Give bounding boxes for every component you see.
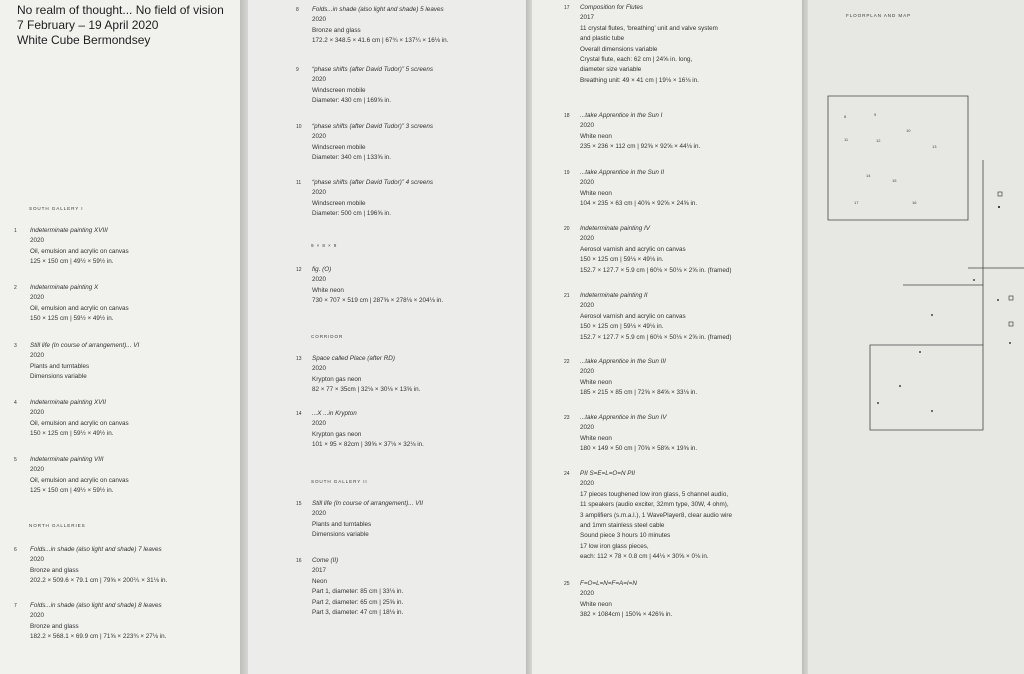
work-detail: 17 pieces toughened low iron glass, 5 channel audio, xyxy=(580,490,729,498)
work-title: Indeterminate painting XVII xyxy=(30,399,106,406)
work-entry xyxy=(296,409,424,451)
work-title: Folds...in shade (also light and shade) 8 leaves xyxy=(30,602,162,609)
work-number: 22 xyxy=(564,359,570,365)
work-title: Composition for Flutes xyxy=(580,4,643,11)
work-number: 13 xyxy=(296,356,302,362)
work-detail: 125 × 150 cm | 49½ × 59½ in. xyxy=(30,258,114,266)
exhibition-header xyxy=(17,3,224,48)
work-entry xyxy=(564,3,718,86)
work-detail: 152.7 × 127.7 × 5.9 cm | 60⅛ × 50⅛ × 2⅝ in. (framed) xyxy=(580,266,732,274)
work-title: PII S=E=L=O=N PII xyxy=(580,470,635,477)
work-entry xyxy=(564,579,673,621)
work-year: 2020 xyxy=(312,510,327,518)
work-title: ...take Apprentice in the Sun IV xyxy=(580,414,667,421)
work-number: 17 xyxy=(564,5,570,11)
work-title: Space called Place (after RD) xyxy=(312,355,395,362)
section-south-gallery-1: SOUTH GALLERY I xyxy=(29,206,84,211)
work-detail: 125 × 150 cm | 49½ × 59½ in. xyxy=(30,487,114,495)
work-detail: 150 × 125 cm | 59⅛ × 49⅛ in. xyxy=(580,256,664,264)
work-detail: 104 × 235 × 63 cm | 40⅝ × 92⅝ × 24⅝ in. xyxy=(580,200,698,208)
map-marker xyxy=(877,402,879,404)
work-title: Indeterminate painting XVIII xyxy=(30,227,108,234)
work-detail: and plastic tube xyxy=(580,35,625,43)
work-year: 2020 xyxy=(312,276,327,284)
work-number: 8 xyxy=(296,7,299,13)
work-title: Folds...in shade (also light and shade) 5 leaves xyxy=(312,6,444,13)
work-detail: 182.2 × 568.1 × 69.9 cm | 71⅝ × 223¾ × 27⅛ in. xyxy=(30,633,167,641)
work-year: 2020 xyxy=(580,368,595,376)
work-title: Indeterminate painting II xyxy=(580,292,648,299)
work-title: ...take Apprentice in the Sun III xyxy=(580,358,666,365)
work-detail: Diameter: 430 cm | 169⅝ in. xyxy=(312,97,391,105)
exhibition-dates: 7 February – 19 April 2020 xyxy=(17,18,159,32)
work-title: Folds...in shade (also light and shade) 7 leaves xyxy=(30,546,162,553)
work-year: 2020 xyxy=(30,237,45,245)
work-detail: and 1mm stainless steel cable xyxy=(580,522,665,530)
work-detail: Part 3, diameter: 47 cm | 18⅛ in. xyxy=(312,609,404,617)
work-detail: 17 low iron glass pieces, xyxy=(580,542,649,550)
panel-4-floorplan xyxy=(808,0,1024,674)
work-detail: Bronze and glass xyxy=(30,566,79,574)
panel-3 xyxy=(532,0,802,674)
work-detail: Part 1, diameter: 85 cm | 33⅛ in. xyxy=(312,588,404,596)
work-detail: Windscreen mobile xyxy=(312,199,366,207)
work-entry xyxy=(564,357,698,399)
floorplan-map xyxy=(808,0,1024,674)
section-9x8x9: 9 × 8 × 9 xyxy=(311,243,338,248)
work-title: fig. (O) xyxy=(312,266,332,273)
work-detail: Diameter: 500 cm | 196⅝ in. xyxy=(312,210,391,218)
work-number: 23 xyxy=(564,415,570,421)
work-year: 2020 xyxy=(30,409,45,417)
map-label: 14 xyxy=(866,173,871,178)
work-title: Come (II) xyxy=(312,557,339,564)
work-detail: White neon xyxy=(580,600,612,608)
work-detail: 180 × 149 × 50 cm | 70⅝ × 58⅝ × 19⅝ in. xyxy=(580,445,698,453)
work-title: F=O=L=N=F=A=I=N xyxy=(580,580,637,587)
work-number: 20 xyxy=(564,226,570,232)
work-detail: Bronze and glass xyxy=(312,26,361,34)
work-entry xyxy=(296,354,421,396)
work-detail: 152.7 × 127.7 × 5.9 cm | 60⅛ × 50⅛ × 2⅝ in. (framed) xyxy=(580,333,732,341)
work-entry xyxy=(14,341,140,383)
work-detail: Oil, emulsion and acrylic on canvas xyxy=(30,476,129,484)
work-detail: Bronze and glass xyxy=(30,622,79,630)
work-number: 5 xyxy=(14,457,17,463)
work-detail: 82 × 77 × 35cm | 32⅛ × 30⅛ × 13⅝ in. xyxy=(312,386,421,394)
work-year: 2020 xyxy=(30,556,45,564)
work-number: 19 xyxy=(564,170,570,176)
map-wall-lower-room xyxy=(870,345,983,430)
work-title: Indeterminate painting X xyxy=(30,284,99,291)
work-entry xyxy=(14,601,167,643)
work-detail: White neon xyxy=(312,286,344,294)
fold-shadow xyxy=(240,0,248,674)
work-title: “phase shifts (after David Tudor)” 3 screens xyxy=(312,123,433,130)
work-entry xyxy=(296,556,404,618)
work-detail: 11 speakers (audio exciter, 32mm type, 30W, 4 ohm), xyxy=(580,501,729,509)
work-year: 2020 xyxy=(580,480,595,488)
work-detail: 11 crystal flutes, ‘breathing’ unit and valve system xyxy=(580,24,718,32)
work-number: 14 xyxy=(296,411,302,417)
work-detail: Windscreen mobile xyxy=(312,143,366,151)
work-number: 16 xyxy=(296,558,302,564)
work-title: ...take Apprentice in the Sun II xyxy=(580,169,665,176)
work-year: 2020 xyxy=(312,420,327,428)
work-year: 2020 xyxy=(312,76,327,84)
work-entry xyxy=(14,283,129,325)
work-entry xyxy=(564,291,732,343)
map-label: 10 xyxy=(906,128,911,133)
work-number: 24 xyxy=(564,471,570,477)
work-detail: Overall dimensions variable xyxy=(580,45,658,53)
work-entry xyxy=(564,224,732,276)
work-entry xyxy=(296,5,449,47)
work-detail: Dimensions variable xyxy=(30,373,87,381)
map-label: 8 xyxy=(844,114,847,119)
map-wall-corridor xyxy=(903,285,983,345)
work-detail: 730 × 707 × 519 cm | 287⅝ × 278⅛ × 204⅛ in. xyxy=(312,297,444,305)
work-year: 2020 xyxy=(30,466,45,474)
work-entry xyxy=(296,122,433,164)
map-marker xyxy=(998,192,1002,196)
work-detail: each: 112 × 78 × 0.8 cm | 44⅛ × 30⅝ × 0⅛ in. xyxy=(580,553,709,561)
work-year: 2020 xyxy=(30,294,45,302)
work-entry xyxy=(14,455,129,497)
work-detail: Oil, emulsion and acrylic on canvas xyxy=(30,304,129,312)
section-north-galleries: NORTH GALLERIES xyxy=(29,523,86,528)
map-marker xyxy=(919,351,921,353)
work-detail: 150 × 125 cm | 59⅛ × 49⅛ in. xyxy=(580,323,664,331)
work-number: 2 xyxy=(14,285,17,291)
work-title: ...X ...in Krypton xyxy=(312,410,357,417)
work-detail: Diameter: 340 cm | 133⅝ in. xyxy=(312,154,391,162)
work-detail: Krypton gas neon xyxy=(312,430,362,438)
work-year: 2020 xyxy=(580,302,595,310)
work-year: 2020 xyxy=(580,179,595,187)
work-detail: White neon xyxy=(580,132,612,140)
map-label: 16 xyxy=(912,200,917,205)
work-title: ...take Apprentice in the Sun I xyxy=(580,112,663,119)
work-title: Indeterminate painting IV xyxy=(580,225,651,232)
work-detail: Breathing unit: 49 × 41 cm | 19⅛ × 16⅛ in. xyxy=(580,76,699,84)
work-title: Indeterminate painting VIII xyxy=(30,456,104,463)
work-number: 9 xyxy=(296,67,299,73)
work-number: 10 xyxy=(296,124,302,130)
work-number: 12 xyxy=(296,267,302,273)
panel-2 xyxy=(248,0,526,674)
work-year: 2020 xyxy=(312,133,327,141)
work-number: 4 xyxy=(14,400,17,406)
work-number: 25 xyxy=(564,581,570,587)
work-year: 2020 xyxy=(312,189,327,197)
map-marker xyxy=(998,206,1000,208)
map-marker xyxy=(1009,296,1013,300)
work-detail: 150 × 125 cm | 59½ × 49½ in. xyxy=(30,315,114,323)
work-detail: 235 × 236 × 112 cm | 92⅝ × 92⅝ × 44⅛ in. xyxy=(580,143,701,151)
work-entry xyxy=(14,398,129,440)
work-detail: Oil, emulsion and acrylic on canvas xyxy=(30,247,129,255)
work-number: 18 xyxy=(564,113,570,119)
work-detail: Plants and turntables xyxy=(312,520,372,528)
work-number: 11 xyxy=(296,180,302,186)
floorplan-title: FLOORPLAN AND MAP xyxy=(846,13,912,18)
work-title: “phase shifts (after David Tudor)” 4 screens xyxy=(312,179,433,186)
work-entry xyxy=(564,413,698,455)
map-marker xyxy=(931,314,933,316)
work-entry xyxy=(564,168,698,210)
work-detail: White neon xyxy=(580,378,612,386)
work-year: 2020 xyxy=(580,424,595,432)
work-detail: Sound piece 3 hours 10 minutes xyxy=(580,532,671,540)
map-label: 15 xyxy=(892,178,897,183)
work-entry xyxy=(296,178,433,220)
work-detail: White neon xyxy=(580,434,612,442)
work-detail: 150 × 125 cm | 59½ × 49½ in. xyxy=(30,430,114,438)
section-south-gallery-2: SOUTH GALLERY II xyxy=(311,479,368,484)
map-marker xyxy=(899,385,901,387)
map-marker xyxy=(997,299,999,301)
work-year: 2017 xyxy=(580,14,595,22)
work-title: Still life (In course of arrangement)... VI xyxy=(30,342,140,349)
work-detail: White neon xyxy=(580,189,612,197)
work-detail: Crystal flute, each: 62 cm | 24⅝ in. long, xyxy=(580,56,693,64)
work-detail: 3 amplifiers (s.m.a.l.), 1 WavePlayer8, clear audio wire xyxy=(580,511,732,519)
work-title: “phase shifts (after David Tudor)” 5 screens xyxy=(312,66,433,73)
work-year: 2020 xyxy=(312,16,327,24)
map-marker xyxy=(931,410,933,412)
map-label: 9 xyxy=(874,112,877,117)
work-number: 1 xyxy=(14,228,17,234)
work-detail: 382 × 1084cm | 150⅝ × 426⅝ in. xyxy=(580,611,673,619)
work-number: 6 xyxy=(14,547,17,553)
work-entry xyxy=(296,265,444,307)
map-label: 13 xyxy=(932,144,937,149)
work-entry xyxy=(564,469,732,563)
work-entry xyxy=(564,111,701,153)
section-corridor: CORRIDOR xyxy=(311,334,344,339)
work-detail: Plants and turntables xyxy=(30,362,90,370)
work-detail: Aerosol varnish and acrylic on canvas xyxy=(580,312,686,320)
work-detail: diameter size variable xyxy=(580,66,642,74)
work-year: 2020 xyxy=(580,122,595,130)
map-label: 17 xyxy=(854,200,859,205)
work-year: 2020 xyxy=(30,352,45,360)
work-detail: 202.2 × 509.6 × 79.1 cm | 79⅝ × 200⅖ × 31⅛ in. xyxy=(30,577,168,585)
work-entry xyxy=(296,65,433,107)
work-detail: Oil, emulsion and acrylic on canvas xyxy=(30,419,129,427)
panel-1 xyxy=(0,0,240,674)
work-detail: Part 2, diameter: 65 cm | 25⅝ in. xyxy=(312,598,404,606)
map-marker xyxy=(1009,342,1011,344)
exhibition-title: No realm of thought... No field of vision xyxy=(17,3,224,17)
work-detail: 185 × 215 × 85 cm | 72⅝ × 84⅝ × 33⅛ in. xyxy=(580,389,698,397)
map-label: 12 xyxy=(876,138,881,143)
work-year: 2020 xyxy=(580,590,595,598)
work-number: 21 xyxy=(564,293,570,299)
work-year: 2017 xyxy=(312,567,327,575)
work-detail: 172.2 × 348.5 × 41.6 cm | 67¾ × 137¼ × 16⅛ in. xyxy=(312,37,449,45)
exhibition-venue: White Cube Bermondsey xyxy=(17,33,151,47)
work-detail: Neon xyxy=(312,577,328,585)
map-marker xyxy=(1009,322,1013,326)
work-entry xyxy=(14,545,168,587)
work-number: 15 xyxy=(296,501,302,507)
map-marker xyxy=(973,279,975,281)
work-year: 2020 xyxy=(30,612,45,620)
work-detail: Krypton gas neon xyxy=(312,375,362,383)
work-year: 2020 xyxy=(312,365,327,373)
work-detail: Aerosol varnish and acrylic on canvas xyxy=(580,245,686,253)
work-title: Still life (In course of arrangement)... VII xyxy=(312,500,423,507)
work-entry xyxy=(14,226,129,268)
map-wall-upper-room xyxy=(828,96,968,220)
work-year: 2020 xyxy=(580,235,595,243)
work-detail: Windscreen mobile xyxy=(312,86,366,94)
work-number: 7 xyxy=(14,603,17,609)
work-detail: Dimensions variable xyxy=(312,531,369,539)
work-number: 3 xyxy=(14,343,17,349)
work-detail: 101 × 95 × 82cm | 39⅝ × 37⅛ × 32⅛ in. xyxy=(312,441,424,449)
work-entry xyxy=(296,499,423,541)
map-label: 11 xyxy=(844,137,849,142)
